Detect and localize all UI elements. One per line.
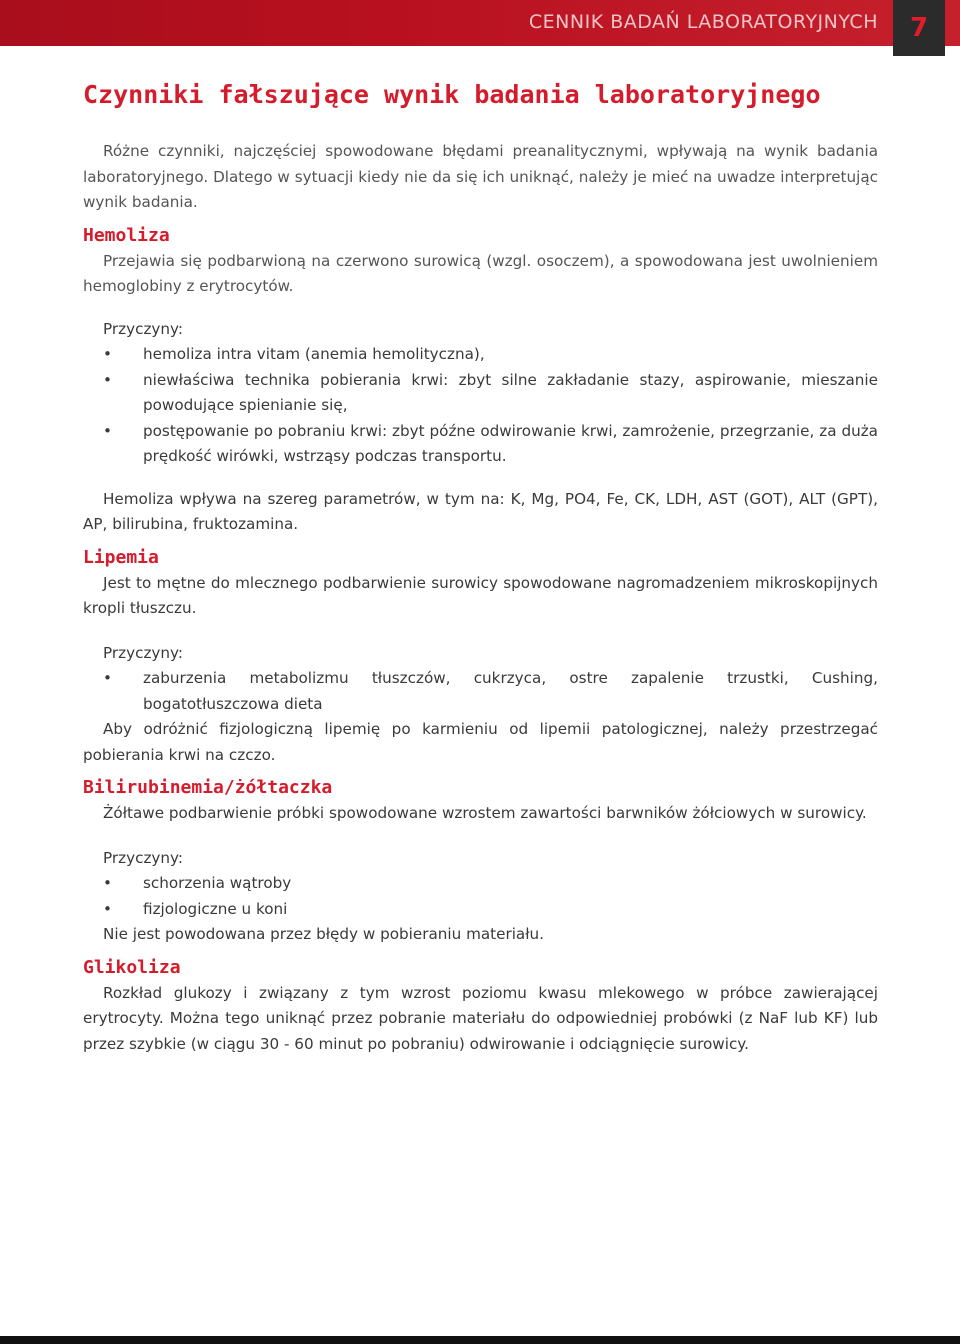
list-item xyxy=(83,419,878,470)
list-item-text: fizjologiczne u koni xyxy=(143,899,288,918)
bullet-icon: • xyxy=(103,669,112,687)
bilirubinemia-heading: Bilirubinemia/żółtaczka xyxy=(83,777,333,798)
bilirubinemia-causes-label: Przyczyny: xyxy=(103,848,184,867)
bullet-icon: • xyxy=(103,421,112,440)
list-item-text: postępowanie po pobraniu krwi: zbyt późne odwirowanie krwi, zamrożenie, przegrzanie, za duża prędkość wirówki, wstrząsy podczas transportu. xyxy=(143,421,878,465)
page-title: Czynniki fałszujące wynik badania laboratoryjnego xyxy=(83,80,821,109)
main-content xyxy=(83,139,878,1057)
lipemia-note: Aby odróżnić fizjologiczną lipemię po karmieniu od lipemii patologicznej, należy przestrzegać pobierania krwi na czczo. xyxy=(83,720,878,764)
bullet-icon: • xyxy=(103,370,112,389)
list-item xyxy=(83,666,878,717)
list-item-text: hemoliza intra vitam (anemia hemolityczna), xyxy=(143,345,485,363)
bullet-icon: • xyxy=(103,345,112,363)
list-item-text: schorzenia wątroby xyxy=(143,874,292,892)
hemoliza-note: Hemoliza wpływa na szereg parametrów, w tym na: K, Mg, PO4, Fe, CK, LDH, AST (GOT), ALT (GPT), AP, bilirubina, fruktozamina. xyxy=(83,489,878,533)
footer-rule xyxy=(0,1336,960,1344)
page-number: 7 xyxy=(893,0,945,56)
bilirubinemia-note: Nie jest powodowana przez błędy w pobieraniu materiału. xyxy=(103,925,545,943)
bilirubinemia-description: Żółtawe podbarwienie próbki spowodowane wzrostem zawartości barwników żółciowych w surowicy. xyxy=(103,804,867,822)
section-title: CENNIK BADAŃ LABORATORYJNYCH xyxy=(528,11,878,33)
list-item xyxy=(83,897,878,923)
hemoliza-description: Przejawia się podbarwioną na czerwono surowicą (wzgl. osoczem), a spowodowana jest uwolnieniem hemoglobiny z erytrocytów. xyxy=(83,251,878,295)
bullet-icon: • xyxy=(103,899,112,918)
hemoliza-causes-list xyxy=(83,342,878,470)
bullet-icon: • xyxy=(103,874,112,892)
lipemia-causes-label: Przyczyny: xyxy=(103,643,184,662)
list-item-text: niewłaściwa technika pobierania krwi: zbyt silne zakładanie stazy, aspirowanie, mieszanie powodujące spienianie się, xyxy=(143,370,878,414)
bilirubinemia-causes-list xyxy=(83,871,878,922)
list-item-text: zaburzenia metabolizmu tłuszczów, cukrzyca, ostre zapalenie trzustki, Cushing, bogatotłuszczowa dieta xyxy=(143,669,878,713)
hemoliza-heading: Hemoliza xyxy=(83,224,170,246)
hemoliza-causes-label: Przyczyny: xyxy=(103,319,184,338)
glikoliza-heading: Glikoliza xyxy=(83,956,181,978)
list-item xyxy=(83,368,878,419)
list-item xyxy=(83,871,878,897)
glikoliza-description: Rozkład glukozy i związany z tym wzrost poziomu kwasu mlekowego w próbce zawierającej erytrocyty. Można tego uniknąć przez pobranie materiału do odpowiedniej probówki (z NaF lub KF) lub przez szybkie (w ciągu 30 - 60 minut po pobraniu) odwirowanie i odciągnięcie surowicy. xyxy=(83,983,878,1053)
lipemia-heading: Lipemia xyxy=(83,546,159,568)
intro-paragraph: Różne czynniki, najczęściej spowodowane błędami preanalitycznymi, wpływają na wynik badania laboratoryjnego. Dlatego w sytuacji kiedy nie da się ich uniknąć, należy je mieć na uwadze interpretując wynik badania. xyxy=(83,142,878,211)
lipemia-causes-list xyxy=(83,666,878,717)
list-item xyxy=(83,342,878,368)
lipemia-description: Jest to mętne do mlecznego podbarwienie surowicy spowodowane nagromadzeniem mikroskopijnych kropli tłuszczu. xyxy=(83,573,878,617)
